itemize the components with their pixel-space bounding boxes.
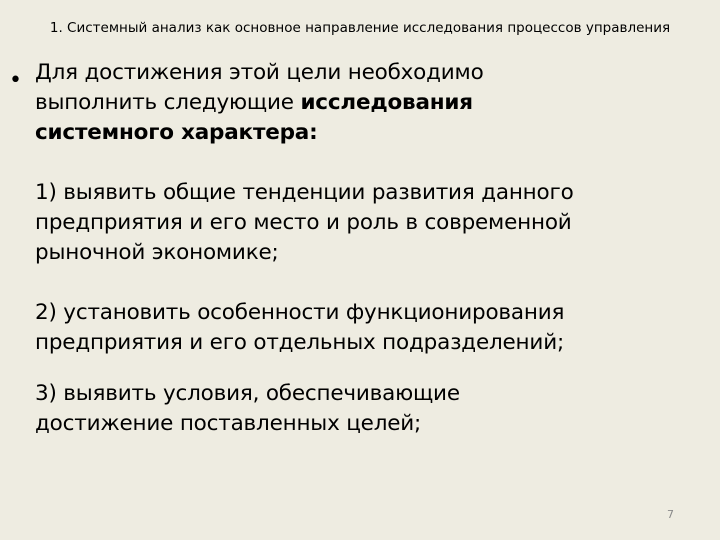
item-1-line-3: рыночной экономике; — [35, 240, 279, 265]
item-2 — [35, 298, 715, 358]
intro-line-1: Для достижения этой цели необходимо — [35, 60, 484, 85]
item-3-line-2: достижение поставленных целей; — [35, 411, 422, 436]
item-3 — [35, 379, 715, 439]
intro-line-2-text: выполнить следующие — [35, 90, 301, 115]
slide-number: 7 — [667, 508, 674, 521]
item-1-line-2: предприятия и его место и роль в современной — [35, 210, 572, 235]
intro-emphasis: исследования — [300, 90, 473, 115]
intro-paragraph — [35, 58, 715, 148]
bullet-marker: • — [9, 68, 22, 93]
item-2-line-2: предприятия и его отдельных подразделений; — [35, 330, 565, 355]
intro-line-3: системного характера: — [35, 120, 318, 145]
item-3-line-1: 3) выявить условия, обеспечивающие — [35, 381, 460, 406]
item-1-line-1: 1) выявить общие тенденции развития данного — [35, 180, 574, 205]
slide-title: 1. Системный анализ как основное направление исследования процессов управления — [49, 20, 671, 36]
item-1 — [35, 178, 715, 268]
intro-line-2 — [35, 88, 715, 118]
item-2-line-1: 2) установить особенности функционирования — [35, 300, 565, 325]
